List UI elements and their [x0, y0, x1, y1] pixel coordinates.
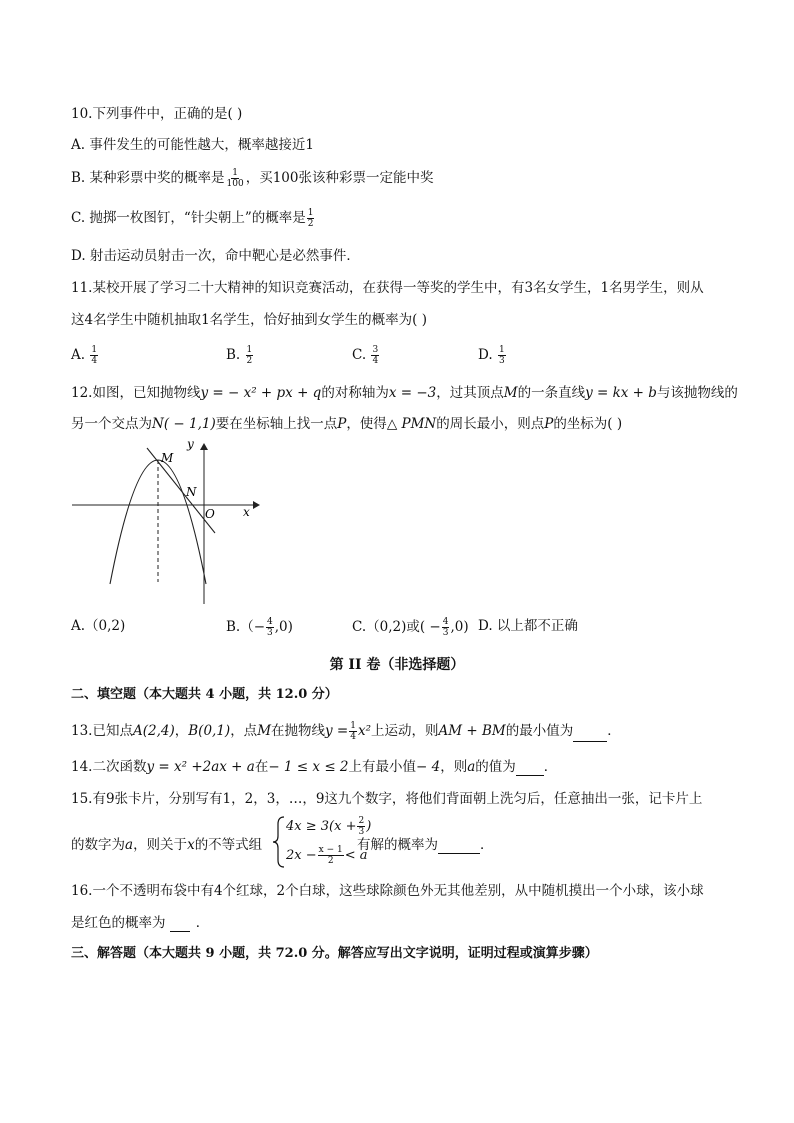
q12-option-b [226, 617, 293, 638]
q12-text: 与该抛物线的 [656, 385, 738, 401]
fraction-denominator: 100 [226, 179, 244, 189]
q13-text: ，点 [230, 723, 258, 739]
q15-line2-post [357, 836, 494, 854]
q12-option-a: A.（0,2) [71, 618, 126, 634]
q12-line-equation: y = kx + b [585, 385, 657, 401]
option-fraction [90, 345, 98, 366]
q11-option-b [226, 345, 254, 366]
option-fraction [371, 345, 379, 366]
fraction-numerator: 1 [232, 168, 238, 178]
fraction-numerator: 1 [307, 208, 314, 218]
option-text: ,0) [274, 619, 293, 635]
q13-equation: x² [357, 723, 372, 739]
q11-option-d [478, 345, 507, 366]
label-n: N [186, 485, 197, 499]
q12-text: 的一条直线 [517, 385, 586, 401]
q10-option-c [71, 208, 315, 229]
q14-variable-a: a [467, 759, 476, 775]
q14-equation: y = x² +2ax + a [146, 759, 255, 775]
q10-option-c-pre: C. 抛掷一枚图钉，“针尖朝上”的概率是 [71, 210, 306, 226]
q14-range: − 1 ≤ x ≤ 2 [268, 759, 349, 775]
x-axis-arrow [253, 501, 260, 509]
q14-text: 14.二次函数 [71, 759, 147, 775]
q10-option-b-post: ，买100张该种彩票一定能中奖 [245, 170, 434, 186]
q12-triangle: △ PMN [386, 416, 437, 432]
q16-line2 [71, 914, 209, 932]
q15-variable-x: x [187, 837, 195, 853]
option-label: C. [352, 347, 367, 363]
q10-option-c-fraction [307, 208, 315, 229]
option-label: A. [71, 347, 86, 363]
q11-line2: 这4名学生中随机抽取1名学生，恰好抽到女学生的概率为( ) [71, 312, 428, 328]
label-o: O [205, 507, 215, 521]
q12-point-m: M [503, 385, 518, 401]
q11-option-c [352, 345, 380, 366]
option-fraction [246, 345, 254, 366]
fraction-numerator: 1 [91, 345, 98, 355]
fraction-denominator: 3 [358, 827, 365, 837]
q12-line2 [71, 415, 622, 433]
label-y: y [187, 437, 194, 451]
q12-line1 [71, 384, 738, 402]
q12-text: 的坐标为( ) [553, 416, 623, 432]
q15-answer-blank[interactable] [438, 839, 480, 854]
inequality-fraction [357, 816, 365, 837]
fraction-numerator: 4 [267, 617, 273, 627]
fraction-numerator: 1 [246, 345, 253, 355]
q15-line2-pre [71, 836, 262, 854]
q13 [71, 721, 621, 742]
y-axis-arrow [200, 443, 208, 450]
q12-text: 的周长最小，则点 [436, 416, 545, 432]
q16-text: 是红色的概率为 [71, 915, 170, 931]
fraction-numerator: 2 [358, 816, 365, 826]
q12-text: ，使得 [346, 416, 387, 432]
q12-text: 另一个交点为 [71, 416, 152, 432]
q12-text: 12.如图，已知抛物线 [71, 385, 201, 401]
inequality-text: ) [366, 819, 372, 834]
q13-expression: AM + BM [438, 723, 506, 739]
q13-text: 在抛物线 [271, 723, 326, 739]
q13-equation: y = [325, 723, 349, 739]
q15-inequality-1 [286, 816, 371, 837]
part2-title: 第 II 卷（非选择题） [329, 657, 465, 673]
q15-text: ，则关于 [133, 837, 188, 853]
q10-option-b-fraction [226, 168, 245, 189]
q14-text: 上有最小值 [348, 759, 417, 775]
q13-answer-blank[interactable] [573, 727, 607, 742]
q12-option-c [352, 617, 469, 638]
q15-text: 的数字为 [71, 837, 125, 853]
inequality-fraction [318, 845, 344, 866]
fraction-denominator: 2 [327, 856, 334, 866]
q13-point-m: M [257, 723, 272, 739]
q15-text: 的不等式组 [194, 837, 263, 853]
q15-text: 有解的概率为 [357, 837, 438, 853]
label-x: x [243, 505, 250, 519]
q13-text: ， [174, 723, 189, 739]
fraction-denominator: 3 [267, 628, 273, 638]
q10-option-d: D. 射击运动员射击一次，命中靶心是必然事件． [71, 248, 360, 264]
q13-text: ． [607, 723, 621, 739]
fraction-denominator: 4 [350, 732, 356, 742]
label-m: M [161, 451, 174, 465]
q13-text: 的最小值为 [505, 723, 574, 739]
q15-system-brace [272, 816, 286, 868]
option-label: B. [226, 347, 241, 363]
section2-heading: 二、填空题（本大题共 4 小题，共 12.0 分） [71, 687, 338, 702]
q11-option-a [71, 345, 99, 366]
fraction-denominator: 4 [372, 356, 379, 366]
q14-text: ，则 [440, 759, 468, 775]
q15-text: ． [480, 837, 494, 853]
q11-line1: 11.某校开展了学习二十大精神的知识竞赛活动，在获得一等奖的学生中，有3名女学生，1名男学生，则从 [71, 280, 704, 296]
q12-point-p: P [544, 416, 554, 432]
inequality-text: 4x ≥ 3(x + [286, 819, 357, 834]
option-text: B.（− [226, 619, 266, 635]
q10-option-a: A. 事件发生的可能性越大，概率越接近1 [71, 137, 314, 153]
q10-stem: 10.下列事件中，正确的是( ) [71, 106, 243, 122]
q16-answer-blank[interactable] [170, 917, 190, 932]
inequality-text: < a [344, 848, 368, 863]
option-fraction [266, 617, 274, 638]
q12-parabola-equation: y = − x² + px + q [200, 385, 322, 401]
inequality-text: 2x − [286, 848, 317, 863]
q12-text: 的对称轴为 [321, 385, 389, 401]
q15-inequality-2 [286, 845, 368, 866]
fraction-numerator: x − 1 [318, 845, 343, 855]
q10-option-b-pre: B. 某种彩票中奖的概率是 [71, 170, 225, 186]
option-label: D. [478, 347, 493, 363]
q12-point-n: N( − 1,1) [152, 416, 216, 432]
q14-answer-blank[interactable] [516, 761, 544, 776]
q12-option-d: D. 以上都不正确 [478, 618, 578, 634]
q12-point-p: P [337, 416, 347, 432]
fraction-denominator: 2 [307, 219, 314, 229]
q14-text: 在 [254, 759, 269, 775]
option-text: ,0) [450, 619, 469, 635]
fraction-numerator: 1 [350, 721, 356, 731]
q12-text: 要在坐标轴上找一点 [215, 416, 338, 432]
q13-fraction [349, 721, 357, 742]
q16-text: ． [195, 915, 210, 931]
q12-axis-equation: x = −3 [388, 385, 437, 401]
fraction-denominator: 4 [91, 356, 98, 366]
option-text: C.（0,2)或( − [352, 619, 441, 635]
q15-variable-a: a [125, 837, 134, 853]
fraction-numerator: 4 [442, 617, 449, 627]
q16-line1: 16.一个不透明布袋中有4个红球，2个白球，这些球除颜色外无其他差别，从中随机摸出一个小球，该小球 [71, 883, 704, 899]
q13-text: 13.已知点 [71, 723, 133, 739]
q12-figure [65, 434, 265, 609]
q15-line1: 15.有9张卡片，分别写有1，2，3，…，9这九个数字，将他们背面朝上洗匀后，任意抽出一张，记卡片上 [71, 791, 703, 807]
q13-point-a: A(2,4) [132, 723, 175, 739]
q13-text: 上运动，则 [371, 723, 439, 739]
fraction-numerator: 3 [372, 345, 379, 355]
q14-text: ． [543, 759, 558, 775]
fraction-denominator: 2 [246, 356, 253, 366]
section3-heading: 三、解答题（本大题共 9 小题，共 72.0 分。解答应写出文字说明，证明过程或演算步骤） [71, 946, 598, 961]
q14-text: 的值为 [475, 759, 516, 775]
q14-min-value: − 4 [416, 759, 441, 775]
fraction-numerator: 1 [498, 345, 505, 355]
option-fraction [442, 617, 450, 638]
q10-option-b [71, 168, 433, 189]
q12-text: ，过其顶点 [436, 385, 504, 401]
q13-point-b: B(0,1) [188, 723, 231, 739]
option-fraction [498, 345, 506, 366]
fraction-denominator: 3 [498, 356, 505, 366]
fraction-denominator: 3 [442, 628, 449, 638]
q14 [71, 758, 557, 776]
